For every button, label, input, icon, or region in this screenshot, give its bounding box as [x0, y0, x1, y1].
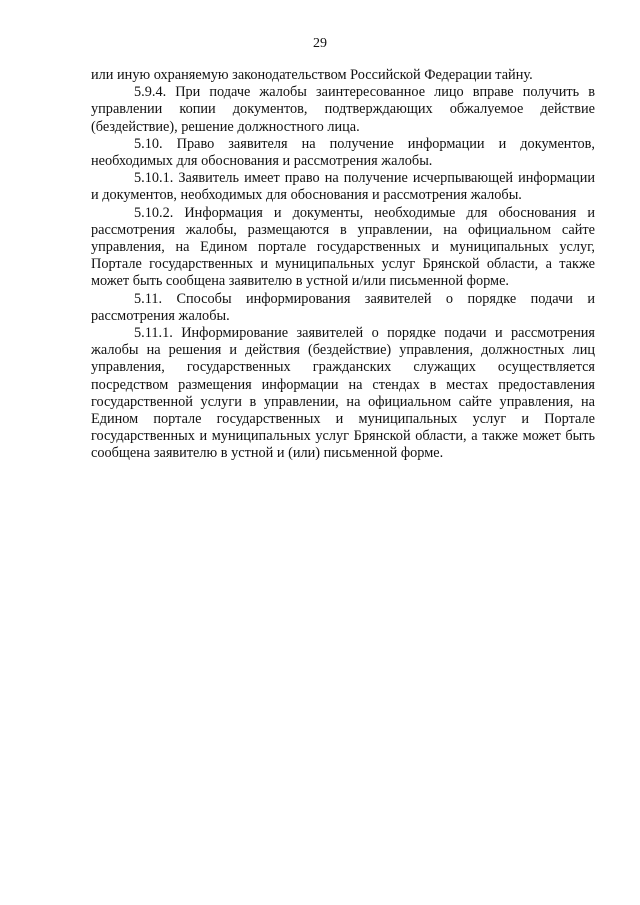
paragraph-5-11: 5.11. Способы информирования заявителей о порядке подачи и рассмотрения жалобы. — [91, 290, 595, 324]
paragraph-5-10-1: 5.10.1. Заявитель имеет право на получение исчерпывающей информации и документов, необходимых для обоснования и рассмотрения жалобы. — [91, 170, 595, 204]
paragraph-5-10: 5.10. Право заявителя на получение информации и документов, необходимых для обоснования и рассмотрения жалобы. — [91, 135, 595, 170]
paragraph-continuation: или иную охраняемую законодательством Российской Федерации тайну. — [91, 67, 533, 83]
document-body — [91, 67, 595, 463]
paragraph-5-11-1: 5.11.1. Информирование заявителей о порядке подачи и рассмотрения жалобы на решения и действия (бездействие) управления, должностных лиц управления, государственных гражданских служащих осуществляется посредством размещения информации на стендах в местах предоставления государственной услуги в управлении, на официальном сайте управления, на Едином портале государственных и муниципальных услуг и Портале государственных и муниципальных услуг Брянской области, а также может быть сообщена заявителю в устной и (или) письменной форме. — [91, 325, 595, 462]
paragraph-5-10-2: 5.10.2. Информация и документы, необходимые для обоснования и рассмотрения жалобы, размещаются в управлении, на официальном сайте управления, на Едином портале государственных и муниципальных услуг, Портале государственных и муниципальных услуг Брянской области, а также может быть сообщена заявителю в устной и/или письменной форме. — [91, 204, 595, 290]
paragraph-5-9-4: 5.9.4. При подаче жалобы заинтересованное лицо вправе получить в управлении копии документов, подтверждающих обжалуемое действие (бездействие), решение должностного лица. — [91, 84, 595, 135]
page-number: 29 — [313, 36, 327, 51]
